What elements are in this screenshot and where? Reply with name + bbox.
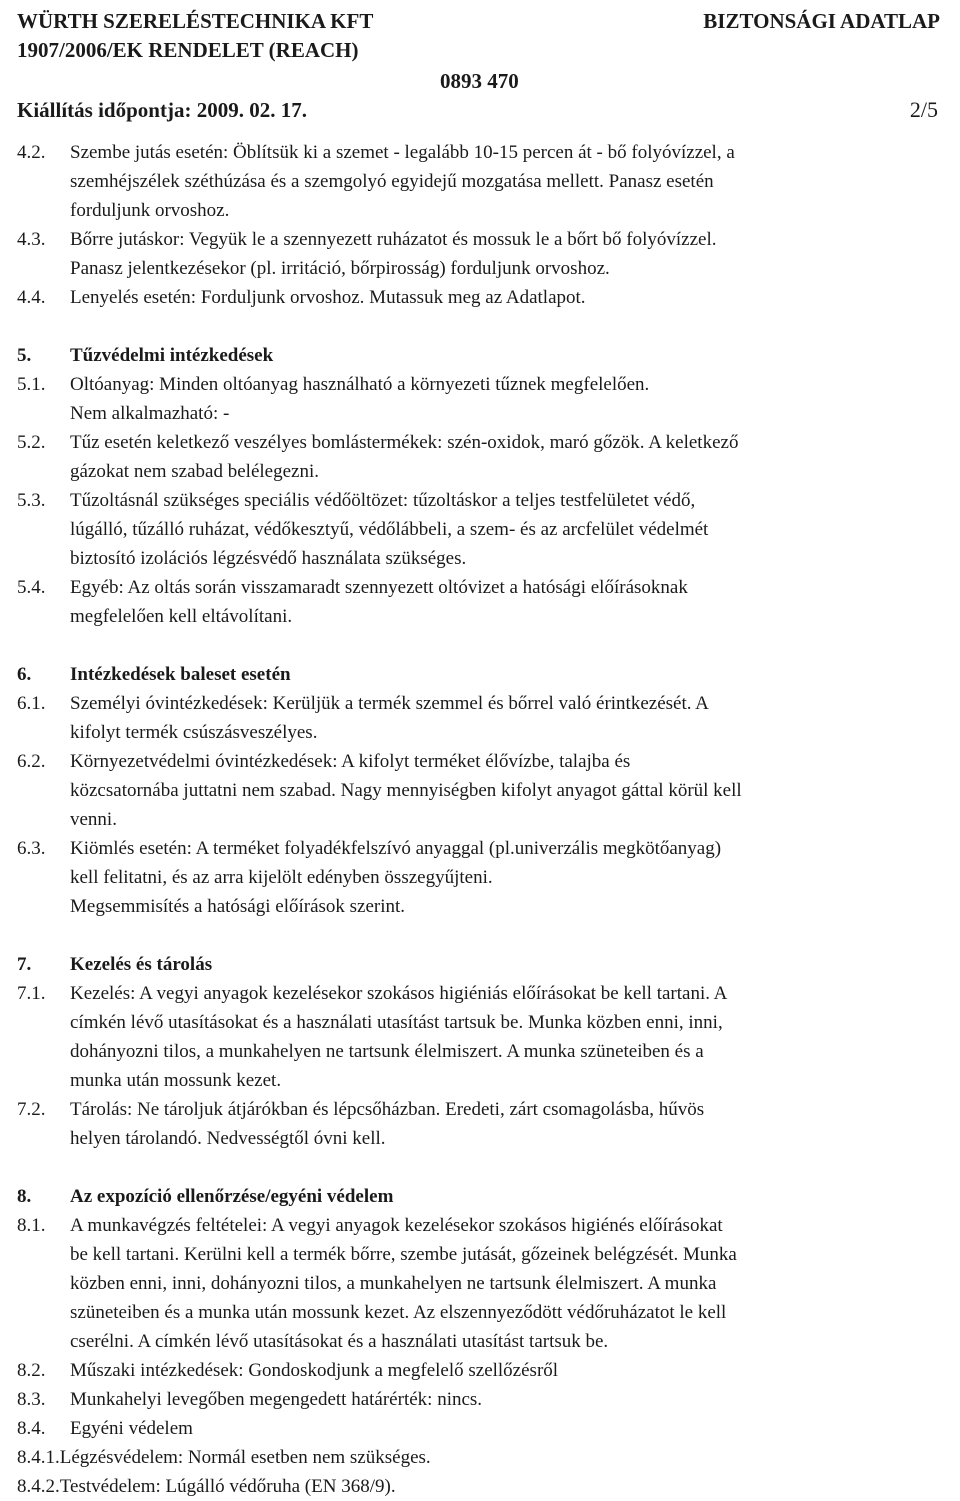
item-text: [70, 225, 942, 283]
text-line: Nem alkalmazható: -: [70, 403, 230, 424]
item-number: 4.3.: [17, 229, 46, 250]
item-5-2: [17, 428, 942, 486]
text-line: venni.: [70, 809, 117, 830]
text-line: szemhéjszélek széthúzása és a szemgolyó egyidejű mozgatása mellett. Panasz esetén: [70, 171, 714, 192]
item-8-2: [17, 1356, 942, 1385]
item-text: [70, 370, 942, 428]
item-6-2: [17, 747, 942, 834]
text-line: megfelelően kell eltávolítani.: [70, 606, 293, 627]
item-number: 7.2.: [17, 1099, 46, 1120]
text-line: biztosító izolációs légzésvédő használata szükséges.: [70, 548, 467, 569]
section-number: 5.: [17, 345, 32, 366]
regulation-reference: 1907/2006/EK RENDELET (REACH): [17, 38, 359, 62]
text-line: Tűzoltásnál szükséges speciális védőöltözet: tűzoltáskor a teljes testfelületet védő,: [70, 490, 696, 511]
item-text: [70, 747, 942, 834]
item-8-1: [17, 1211, 942, 1356]
item-7-2: [17, 1095, 942, 1153]
item-5-1: [17, 370, 942, 428]
text-line: Egyéb: Az oltás során visszamaradt szennyezett oltóvizet a hatósági előírásoknak: [70, 577, 688, 598]
item-6-1: [17, 689, 942, 747]
section-number: 7.: [17, 954, 32, 975]
document-body: [17, 138, 942, 1501]
item-number: 8.2.: [17, 1360, 46, 1381]
text-line: Szembe jutás esetén: Öblítsük ki a szemet - legalább 10-15 percen át - bő folyóvízzel, a: [70, 142, 735, 163]
item-number: 5.3.: [17, 490, 46, 511]
text-line: dohányozni tilos, a munkahelyen ne tartsunk élelmiszert. A munka szüneteiben és a: [70, 1041, 704, 1062]
item-number: 5.4.: [17, 577, 46, 598]
item-number: 4.2.: [17, 142, 46, 163]
text-line: Panasz jelentkezésekor (pl. irritáció, bőrpirosság) forduljunk orvoshoz.: [70, 258, 610, 279]
company-name: WÜRTH SZERELÉSTECHNIKA KFT: [17, 9, 374, 33]
text-line: Bőrre jutáskor: Vegyük le a szennyezett ruházatot és mossuk le a bőrt bő folyóvízzel.: [70, 229, 717, 250]
section-5-heading: [17, 341, 942, 370]
section-number: 6.: [17, 664, 32, 685]
item-number: 8.4.: [17, 1418, 46, 1439]
item-6-3: [17, 834, 942, 921]
text-line: lúgálló, tűzálló ruházat, védőkesztyű, védőlábbeli, a szem- és az arcfelület védelmét: [70, 519, 709, 540]
text-line: be kell tartani. Kerülni kell a termék bőrre, szembe jutását, gőzeinek belégzését. Munka: [70, 1244, 737, 1265]
text-line: közben enni, inni, dohányozni tilos, a munkahelyen ne tartsunk élelmiszert. A munka: [70, 1273, 717, 1294]
section-7-heading: [17, 950, 942, 979]
item-number: 6.3.: [17, 838, 46, 859]
section-6-heading: [17, 660, 942, 689]
item-text: [70, 689, 942, 747]
text-line: Oltóanyag: Minden oltóanyag használható a környezeti tűznek megfelelően.: [70, 374, 650, 395]
item-8-4-1: 8.4.1.Légzésvédelem: Normál esetben nem szükséges.: [17, 1447, 431, 1468]
text-line: Személyi óvintézkedések: Kerüljük a termék szemmel és bőrrel való érintkezését. A: [70, 693, 709, 714]
item-number: 6.2.: [17, 751, 46, 772]
item-8-4-2: 8.4.2.Testvédelem: Lúgálló védőruha (EN 368/9).: [17, 1476, 396, 1497]
item-text: [70, 1356, 942, 1385]
item-5-4: [17, 573, 942, 631]
product-code: 0893 470: [440, 69, 519, 93]
item-number: 8.1.: [17, 1215, 46, 1236]
item-number: 6.1.: [17, 693, 46, 714]
item-number: 4.4.: [17, 287, 46, 308]
item-text: [70, 428, 942, 486]
item-number: 7.1.: [17, 983, 46, 1004]
item-text: [70, 1414, 942, 1443]
item-text: [70, 283, 942, 312]
text-line: kifolyt termék csúszásveszélyes.: [70, 722, 318, 743]
text-line: kell felitatni, és az arra kijelölt edényben összegyűjteni.: [70, 867, 493, 888]
text-line: Műszaki intézkedések: Gondoskodjunk a megfelelő szellőzésről: [70, 1360, 559, 1381]
section-title: Kezelés és tárolás: [70, 954, 213, 975]
item-5-3: [17, 486, 942, 573]
item-4-2: [17, 138, 942, 225]
text-line: Környezetvédelmi óvintézkedések: A kifolyt terméket élővízbe, talajba és: [70, 751, 631, 772]
section-7: [17, 950, 942, 1153]
item-text: [70, 834, 942, 921]
issue-date: Kiállítás időpontja: 2009. 02. 17.: [17, 98, 307, 122]
item-text: [70, 138, 942, 225]
text-line: cserélni. A címkén lévő utasításokat és a használati utasítást tartsuk be.: [70, 1331, 609, 1352]
item-number: 8.3.: [17, 1389, 46, 1410]
section-title: Tűzvédelmi intézkedések: [70, 345, 274, 366]
document-type: BIZTONSÁGI ADATLAP: [703, 9, 940, 33]
section-5: [17, 341, 942, 631]
text-line: Megsemmisítés a hatósági előírások szerint.: [70, 896, 406, 917]
text-line: Munkahelyi levegőben megengedett határérték: nincs.: [70, 1389, 483, 1410]
item-4-3: [17, 225, 942, 283]
item-text: [70, 1211, 942, 1356]
text-line: címkén lévő utasításokat és a használati utasítást tartsuk be. Munka közben enni, inni,: [70, 1012, 723, 1033]
item-number: 5.2.: [17, 432, 46, 453]
item-7-1: [17, 979, 942, 1095]
text-line: Kezelés: A vegyi anyagok kezelésekor szokásos higiéniás előírásokat be kell tartani. A: [70, 983, 728, 1004]
text-line: gázokat nem szabad belélegezni.: [70, 461, 319, 482]
section-8: [17, 1182, 942, 1501]
text-line: szüneteiben és a munka után mossunk kezet. Az elszennyeződött védőruházatot le kell: [70, 1302, 727, 1323]
text-line: Tárolás: Ne tároljuk átjárókban és lépcsőházban. Eredeti, zárt csomagolásba, hűvös: [70, 1099, 705, 1120]
section-8-heading: [17, 1182, 942, 1211]
item-text: [70, 979, 942, 1095]
item-text: [70, 1095, 942, 1153]
text-line: Tűz esetén keletkező veszélyes bomlástermékek: szén-oxidok, maró gőzök. A keletkező: [70, 432, 739, 453]
section-6: [17, 660, 942, 921]
section-title: Az expozíció ellenőrzése/egyéni védelem: [70, 1186, 394, 1207]
section-title: Intézkedések baleset esetén: [70, 664, 291, 685]
text-line: Lenyelés esetén: Forduljunk orvoshoz. Mutassuk meg az Adatlapot.: [70, 287, 586, 308]
text-line: Kiömlés esetén: A terméket folyadékfelszívó anyaggal (pl.univerzális megkötőanyag): [70, 838, 722, 859]
item-8-4: [17, 1414, 942, 1443]
item-8-3: [17, 1385, 942, 1414]
text-line: forduljunk orvoshoz.: [70, 200, 230, 221]
item-text: [70, 1385, 942, 1414]
section-number: 8.: [17, 1186, 32, 1207]
page-number: 2/5: [909, 97, 938, 122]
text-line: A munkavégzés feltételei: A vegyi anyagok kezelésekor szokásos higiénés előírásokat: [70, 1215, 723, 1236]
text-line: munka után mossunk kezet.: [70, 1070, 282, 1091]
item-number: 5.1.: [17, 374, 46, 395]
text-line: helyen tárolandó. Nedvességtől óvni kell.: [70, 1128, 386, 1149]
item-text: [70, 573, 942, 631]
item-text: [70, 486, 942, 573]
item-4-4: [17, 283, 942, 312]
text-line: közcsatornába juttatni nem szabad. Nagy mennyiségben kifolyt anyagot gáttal körül kell: [70, 780, 742, 801]
text-line: Egyéni védelem: [70, 1418, 193, 1439]
